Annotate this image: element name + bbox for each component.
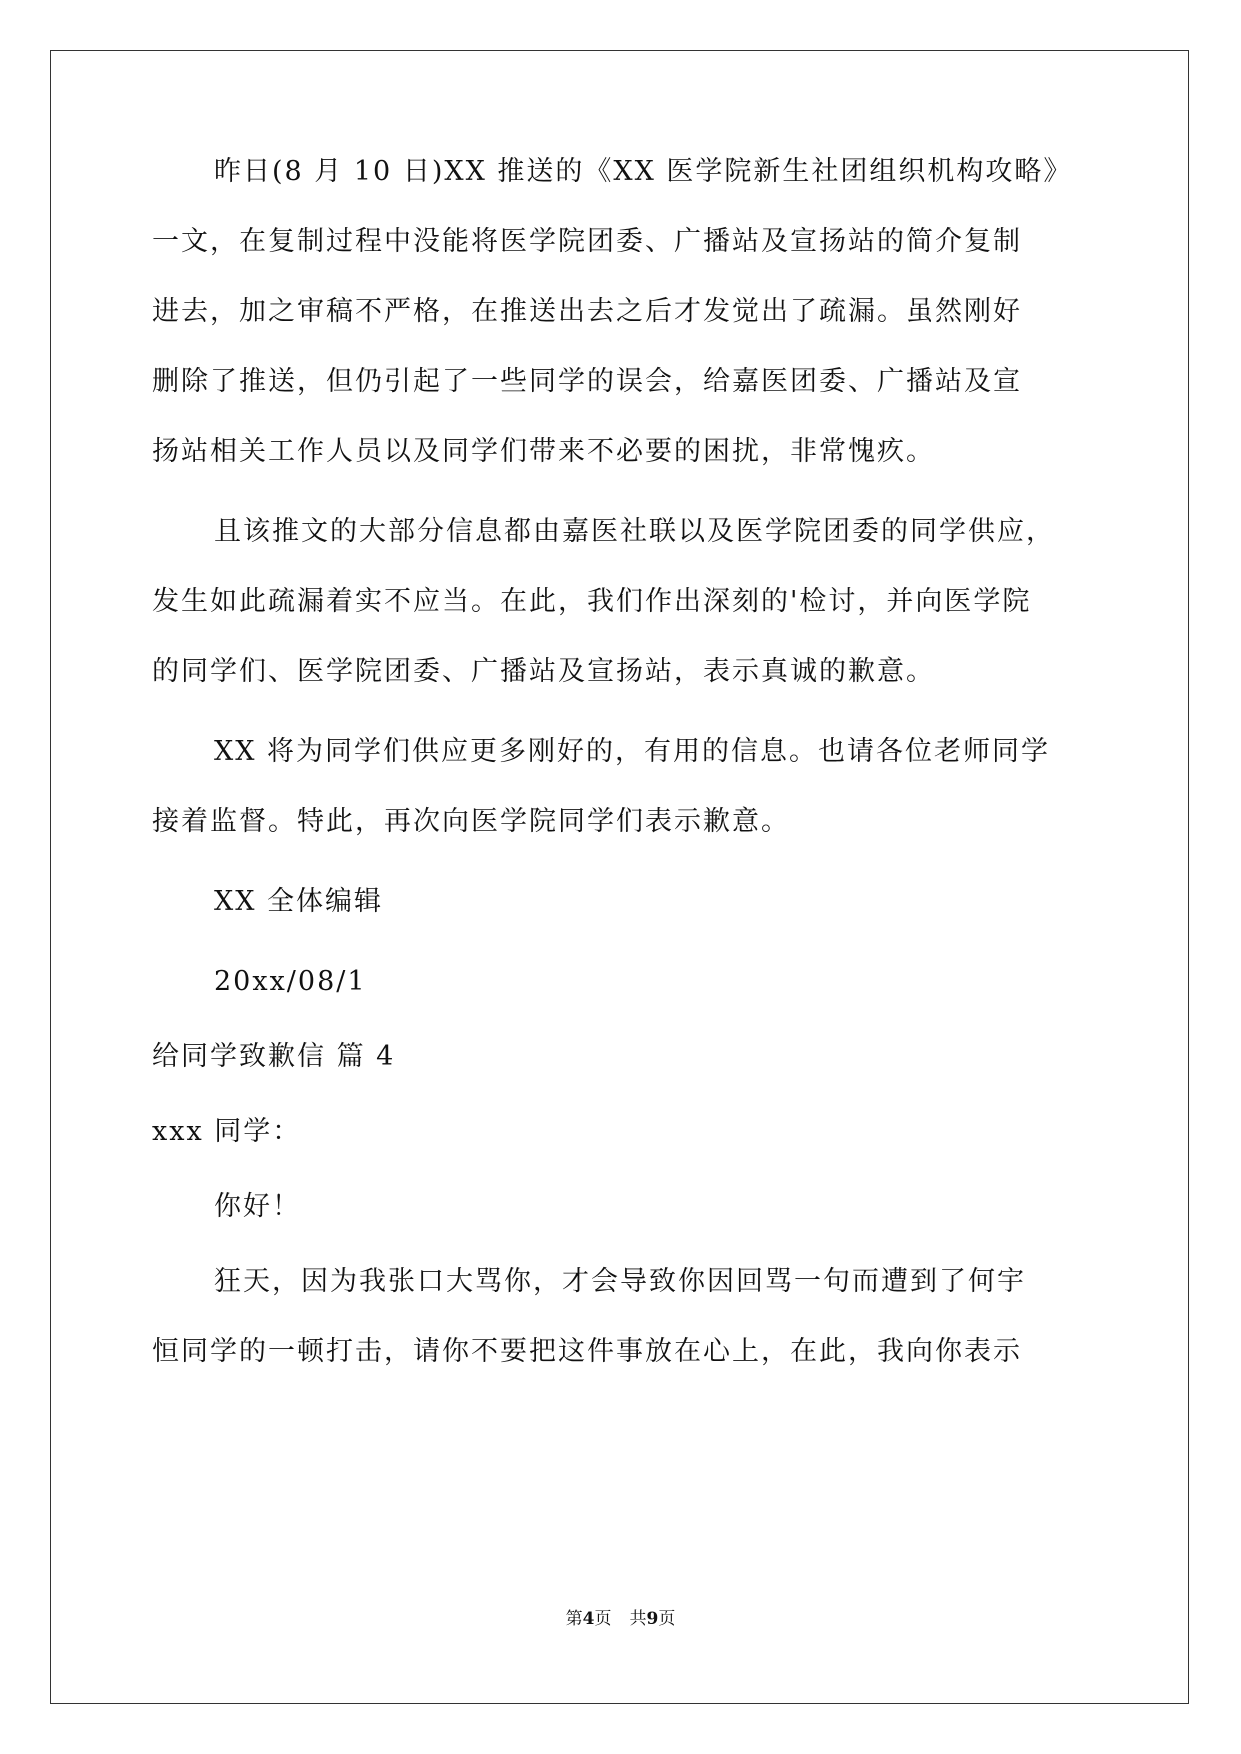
paragraph-line: 删除了推送，但仍引起了一些同学的误会，给嘉医团委、广播站及宣 [152,366,1022,397]
signature-line: XX 全体编辑 [214,886,384,917]
paragraph-line: 一文，在复制过程中没能将医学院团委、广播站及宣扬站的简介复制 [152,226,1022,257]
page-footer [0,1604,1241,1629]
paragraph-line: XX 将为同学们供应更多刚好的，有用的信息。也请各位老师同学 [214,736,1051,767]
paragraph-line: 扬站相关工作人员以及同学们带来不必要的困扰，非常愧疚。 [152,436,935,467]
salutation: xxx 同学： [152,1116,302,1147]
paragraph-line: 昨日(8 月 10 日)XX 推送的《XX 医学院新生社团组织机构攻略》 [214,156,1073,187]
greeting: 你好！ [214,1191,301,1222]
paragraph-line: 接着监督。特此，再次向医学院同学们表示歉意。 [152,806,790,837]
total-page-number: 9 [646,1609,659,1629]
current-page-number: 4 [582,1609,595,1629]
paragraph-line: 发生如此疏漏着实不应当。在此，我们作出深刻的'检讨，并向医学院 [152,586,1032,617]
footer-total-prefix: 共 [629,1609,647,1629]
footer-page-unit: 页 [594,1609,612,1629]
section-heading: 给同学致歉信 篇 4 [152,1041,396,1072]
paragraph-line: 的同学们、医学院团委、广播站及宣扬站，表示真诚的歉意。 [152,656,935,687]
paragraph-line: 且该推文的大部分信息都由嘉医社联以及医学院团委的同学供应， [214,516,1055,547]
footer-prefix: 第 [565,1609,583,1629]
footer-total-unit: 页 [658,1609,676,1629]
paragraph-line: 进去，加之审稿不严格，在推送出去之后才发觉出了疏漏。虽然刚好 [152,296,1022,327]
date-line: 20xx/08/1 [214,966,367,997]
paragraph-line: 恒同学的一顿打击，请你不要把这件事放在心上，在此，我向你表示 [152,1336,1022,1367]
paragraph-line: 狂天，因为我张口大骂你，才会导致你因回骂一句而遭到了何宇 [214,1266,1026,1297]
